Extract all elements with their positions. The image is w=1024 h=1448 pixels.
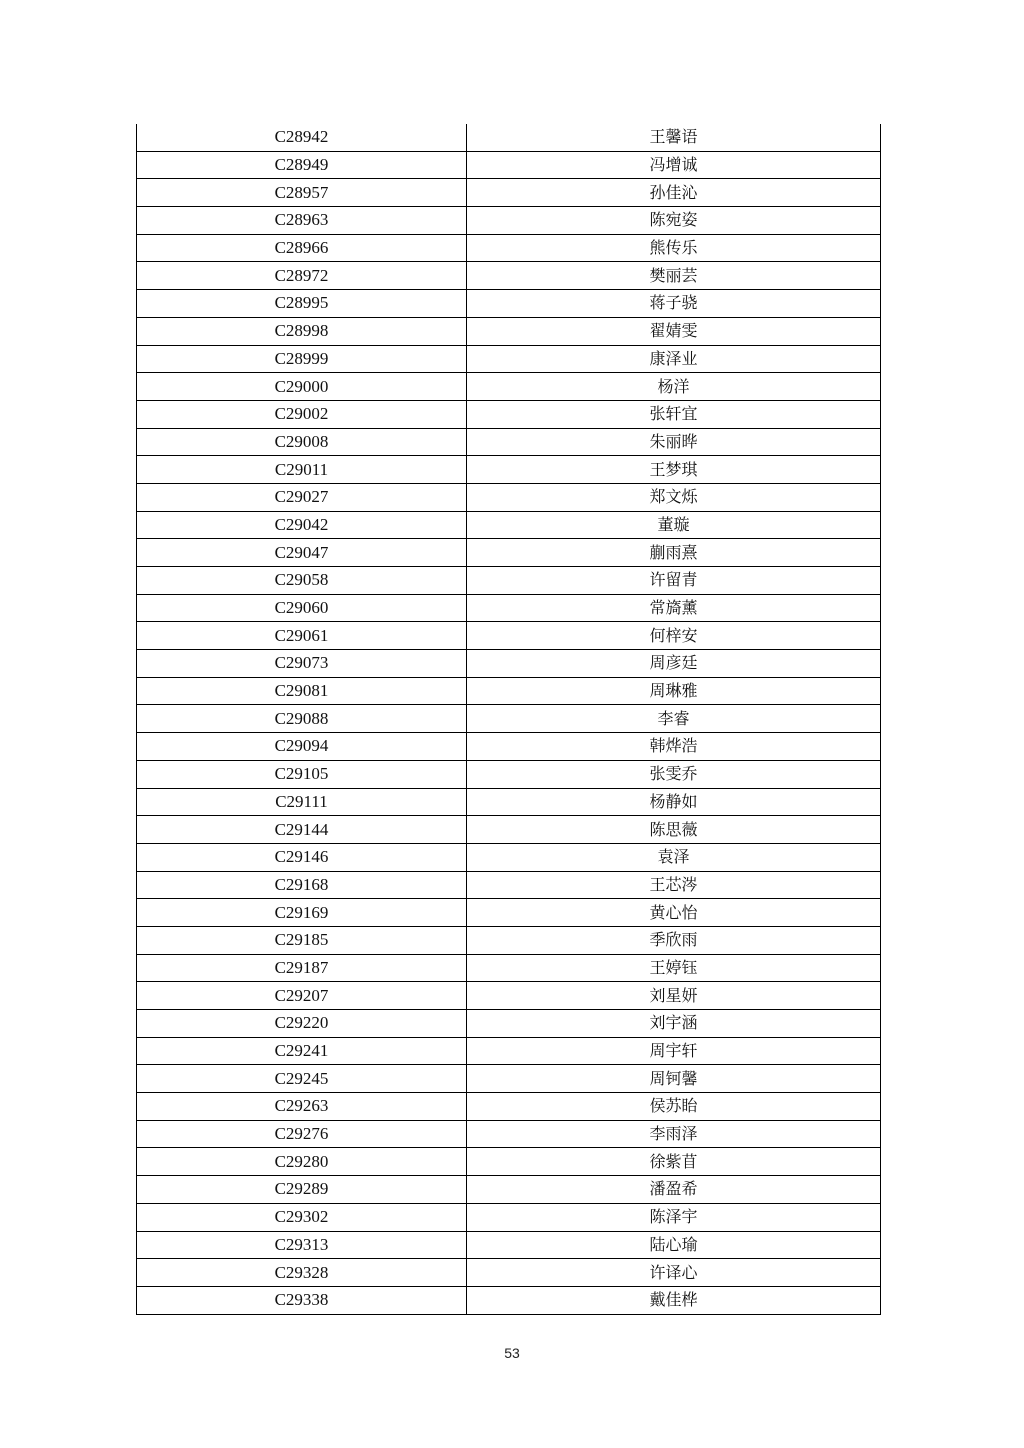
table-row bbox=[137, 760, 881, 788]
table-row bbox=[137, 345, 881, 373]
table-row bbox=[137, 899, 881, 927]
name-cell: 王馨语 bbox=[467, 124, 881, 151]
table-row bbox=[137, 1010, 881, 1038]
table-row bbox=[137, 954, 881, 982]
name-cell: 李睿 bbox=[467, 705, 881, 733]
name-cell: 王婷钰 bbox=[467, 954, 881, 982]
table-row bbox=[137, 733, 881, 761]
table-row bbox=[137, 622, 881, 650]
id-cell: C29245 bbox=[137, 1065, 467, 1093]
name-cell: 季欣雨 bbox=[467, 926, 881, 954]
table-row bbox=[137, 788, 881, 816]
id-cell: C28963 bbox=[137, 207, 467, 235]
name-cell: 张雯乔 bbox=[467, 760, 881, 788]
id-cell: C28957 bbox=[137, 179, 467, 207]
id-cell: C29027 bbox=[137, 483, 467, 511]
name-cell: 李雨泽 bbox=[467, 1120, 881, 1148]
name-cell: 蒋子骁 bbox=[467, 290, 881, 318]
id-cell: C28999 bbox=[137, 345, 467, 373]
table-row bbox=[137, 179, 881, 207]
id-cell: C29144 bbox=[137, 816, 467, 844]
id-cell: C29002 bbox=[137, 400, 467, 428]
id-cell: C29280 bbox=[137, 1148, 467, 1176]
table-row bbox=[137, 428, 881, 456]
id-cell: C29060 bbox=[137, 594, 467, 622]
id-cell: C28995 bbox=[137, 290, 467, 318]
table-row bbox=[137, 456, 881, 484]
table-row bbox=[137, 539, 881, 567]
id-cell: C29081 bbox=[137, 677, 467, 705]
table-row bbox=[137, 926, 881, 954]
id-cell: C29302 bbox=[137, 1203, 467, 1231]
name-cell: 陈思薇 bbox=[467, 816, 881, 844]
name-cell: 翟婧雯 bbox=[467, 317, 881, 345]
table-row bbox=[137, 982, 881, 1010]
id-cell: C29263 bbox=[137, 1093, 467, 1121]
table-row bbox=[137, 373, 881, 401]
id-cell: C29094 bbox=[137, 733, 467, 761]
id-cell: C29105 bbox=[137, 760, 467, 788]
name-cell: 蒯雨熹 bbox=[467, 539, 881, 567]
id-cell: C29008 bbox=[137, 428, 467, 456]
name-cell: 刘星妍 bbox=[467, 982, 881, 1010]
id-cell: C28972 bbox=[137, 262, 467, 290]
id-cell: C29061 bbox=[137, 622, 467, 650]
id-cell: C29011 bbox=[137, 456, 467, 484]
name-cell: 杨静如 bbox=[467, 788, 881, 816]
name-cell: 周彦廷 bbox=[467, 650, 881, 678]
name-cell: 许留青 bbox=[467, 567, 881, 595]
id-cell: C29111 bbox=[137, 788, 467, 816]
roster-table bbox=[136, 124, 881, 1315]
table-row bbox=[137, 705, 881, 733]
table-row bbox=[137, 677, 881, 705]
id-cell: C29207 bbox=[137, 982, 467, 1010]
name-cell: 王芯涔 bbox=[467, 871, 881, 899]
name-cell: 何梓安 bbox=[467, 622, 881, 650]
table-row bbox=[137, 816, 881, 844]
name-cell: 熊传乐 bbox=[467, 234, 881, 262]
id-cell: C28998 bbox=[137, 317, 467, 345]
name-cell: 刘宇涵 bbox=[467, 1010, 881, 1038]
id-cell: C29276 bbox=[137, 1120, 467, 1148]
name-cell: 张轩宜 bbox=[467, 400, 881, 428]
id-cell: C29289 bbox=[137, 1176, 467, 1204]
name-cell: 常旖薰 bbox=[467, 594, 881, 622]
table-row bbox=[137, 1203, 881, 1231]
table-row bbox=[137, 1120, 881, 1148]
table-row bbox=[137, 483, 881, 511]
table-row bbox=[137, 1037, 881, 1065]
table-row bbox=[137, 262, 881, 290]
name-cell: 侯苏眙 bbox=[467, 1093, 881, 1121]
name-cell: 周钶馨 bbox=[467, 1065, 881, 1093]
id-cell: C29220 bbox=[137, 1010, 467, 1038]
id-cell: C29146 bbox=[137, 843, 467, 871]
table-row bbox=[137, 1093, 881, 1121]
table-row bbox=[137, 234, 881, 262]
name-cell: 黄心怡 bbox=[467, 899, 881, 927]
table-row bbox=[137, 290, 881, 318]
name-cell: 樊丽芸 bbox=[467, 262, 881, 290]
id-cell: C29047 bbox=[137, 539, 467, 567]
table-row bbox=[137, 567, 881, 595]
id-cell: C29187 bbox=[137, 954, 467, 982]
name-cell: 陆心瑜 bbox=[467, 1231, 881, 1259]
name-cell: 许译心 bbox=[467, 1259, 881, 1287]
table-row bbox=[137, 207, 881, 235]
table-row bbox=[137, 1286, 881, 1314]
id-cell: C29169 bbox=[137, 899, 467, 927]
name-cell: 戴佳桦 bbox=[467, 1286, 881, 1314]
name-cell: 陈宛姿 bbox=[467, 207, 881, 235]
name-cell: 董璇 bbox=[467, 511, 881, 539]
name-cell: 冯增诚 bbox=[467, 151, 881, 179]
table-row bbox=[137, 124, 881, 151]
id-cell: C29073 bbox=[137, 650, 467, 678]
name-cell: 周宇轩 bbox=[467, 1037, 881, 1065]
table-row bbox=[137, 1065, 881, 1093]
table-row bbox=[137, 400, 881, 428]
id-cell: C28942 bbox=[137, 124, 467, 151]
table-row bbox=[137, 650, 881, 678]
table-row bbox=[137, 151, 881, 179]
table-row bbox=[137, 317, 881, 345]
name-cell: 周琳雅 bbox=[467, 677, 881, 705]
id-cell: C29328 bbox=[137, 1259, 467, 1287]
name-cell: 徐紫苜 bbox=[467, 1148, 881, 1176]
id-cell: C29168 bbox=[137, 871, 467, 899]
name-cell: 潘盈希 bbox=[467, 1176, 881, 1204]
table-row bbox=[137, 843, 881, 871]
id-cell: C28949 bbox=[137, 151, 467, 179]
table-row bbox=[137, 594, 881, 622]
name-cell: 韩烨浩 bbox=[467, 733, 881, 761]
id-cell: C28966 bbox=[137, 234, 467, 262]
table-row bbox=[137, 871, 881, 899]
id-cell: C29042 bbox=[137, 511, 467, 539]
id-cell: C29000 bbox=[137, 373, 467, 401]
name-cell: 杨洋 bbox=[467, 373, 881, 401]
name-cell: 袁泽 bbox=[467, 843, 881, 871]
roster-table-body bbox=[137, 124, 881, 1314]
id-cell: C29185 bbox=[137, 926, 467, 954]
id-cell: C29058 bbox=[137, 567, 467, 595]
name-cell: 康泽业 bbox=[467, 345, 881, 373]
table-row bbox=[137, 1231, 881, 1259]
id-cell: C29338 bbox=[137, 1286, 467, 1314]
id-cell: C29088 bbox=[137, 705, 467, 733]
table-row bbox=[137, 1148, 881, 1176]
name-cell: 陈泽宇 bbox=[467, 1203, 881, 1231]
table-row bbox=[137, 1176, 881, 1204]
name-cell: 孙佳沁 bbox=[467, 179, 881, 207]
name-cell: 朱丽晔 bbox=[467, 428, 881, 456]
table-row bbox=[137, 511, 881, 539]
table-row bbox=[137, 1259, 881, 1287]
name-cell: 王梦琪 bbox=[467, 456, 881, 484]
page-number: 53 bbox=[504, 1345, 520, 1361]
id-cell: C29241 bbox=[137, 1037, 467, 1065]
name-cell: 郑文烁 bbox=[467, 483, 881, 511]
id-cell: C29313 bbox=[137, 1231, 467, 1259]
